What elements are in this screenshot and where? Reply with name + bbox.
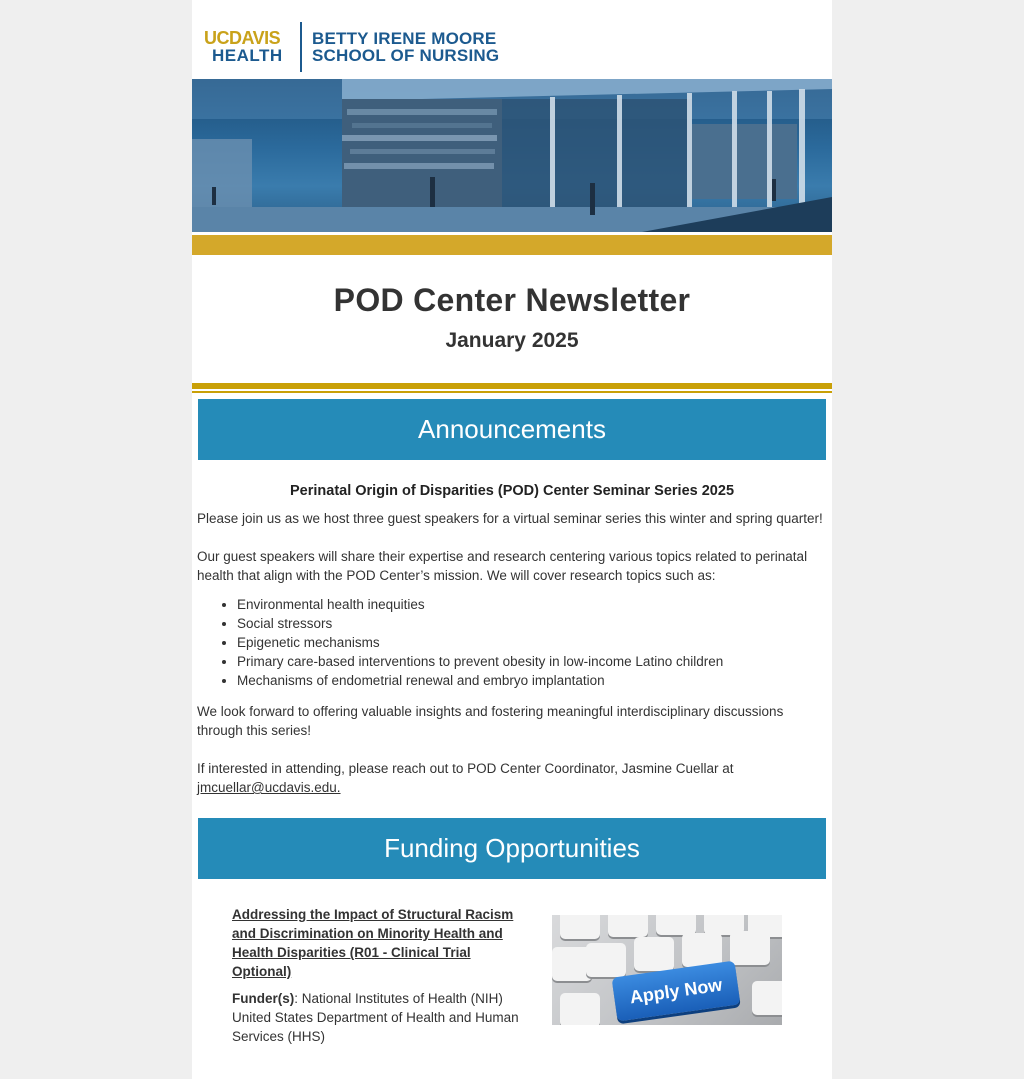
logo-health-text: HEALTH — [212, 46, 283, 65]
list-item: • Primary care-based interventions to prevent obesity in low-income Latino children — [237, 652, 827, 671]
apply-now-button[interactable]: Apply Now — [612, 961, 741, 1022]
keyboard-key — [752, 981, 782, 1015]
keyboard-key — [656, 915, 696, 935]
uc-davis-health-logo — [204, 30, 292, 64]
newsletter-container — [192, 0, 832, 1079]
school-name-line2: SCHOOL OF NURSING — [312, 46, 500, 65]
funding-text — [232, 905, 532, 1046]
apply-now-image[interactable] — [552, 915, 782, 1025]
funder-paragraph — [232, 989, 532, 1046]
list-item: • Epigenetic mechanisms — [237, 633, 827, 652]
announcements-content — [192, 482, 832, 797]
speakers-paragraph: Our guest speakers will share their expertise and research centering various topics related to perinatal health that align with the POD Center’s mission. We will cover research topics such as: — [197, 549, 808, 583]
school-name-line1: BETTY IRENE MOORE — [312, 29, 497, 48]
logo-uc-text: UC — [204, 28, 229, 48]
announcements-heading: Announcements — [198, 399, 826, 460]
gold-double-rule — [192, 383, 832, 393]
contact-text: If interested in attending, please reach out to POD Center Coordinator, Jasmine Cuellar at — [197, 761, 734, 776]
contact-paragraph — [197, 759, 827, 797]
logo-divider — [300, 22, 302, 72]
seminar-title: Perinatal Origin of Disparities (POD) Center Seminar Series 2025 — [289, 483, 735, 499]
contact-email-link[interactable]: jmcuellar@ucdavis.edu. — [197, 780, 341, 795]
funding-heading: Funding Opportunities — [198, 818, 826, 879]
keyboard-key — [682, 933, 722, 967]
list-item: • Mechanisms of endometrial renewal and embryo implantation — [237, 671, 827, 690]
keyboard-key — [730, 931, 770, 965]
seminar-intro: Please join us as we host three guest speakers for a virtual seminar series this winter and spring quarter! — [197, 511, 823, 526]
header-logo — [192, 0, 832, 79]
gold-accent-bar — [192, 235, 832, 255]
school-name — [312, 30, 499, 64]
keyboard-key — [586, 943, 626, 977]
title-block — [192, 255, 832, 383]
newsletter-title: POD Center Newsletter — [333, 282, 691, 318]
list-item: • Social stressors — [237, 614, 827, 633]
newsletter-date: January 2025 — [445, 329, 579, 352]
list-item: • Environmental health inequities — [237, 595, 827, 614]
closing-paragraph: We look forward to offering valuable insights and fostering meaningful interdisciplinary discussions through this series! — [197, 704, 784, 738]
keyboard-key — [634, 937, 674, 971]
logo-davis-text: DAVIS — [229, 28, 281, 48]
funding-content — [192, 879, 832, 1079]
keyboard-key — [608, 915, 648, 937]
funder-label: Funder(s) — [232, 991, 295, 1006]
funding-opportunity-link[interactable]: Addressing the Impact of Structural Racism and Discrimination on Minority Health and Health Disparities (R01 - Clinical Trial Optional) — [232, 907, 514, 979]
funder-text: : National Institutes of Health (NIH) United States Department of Health and Human Services (HHS) — [232, 991, 519, 1044]
keyboard-key — [560, 915, 600, 939]
hero-building-image — [192, 79, 832, 232]
topics-list — [197, 595, 827, 690]
keyboard-key — [560, 993, 600, 1025]
